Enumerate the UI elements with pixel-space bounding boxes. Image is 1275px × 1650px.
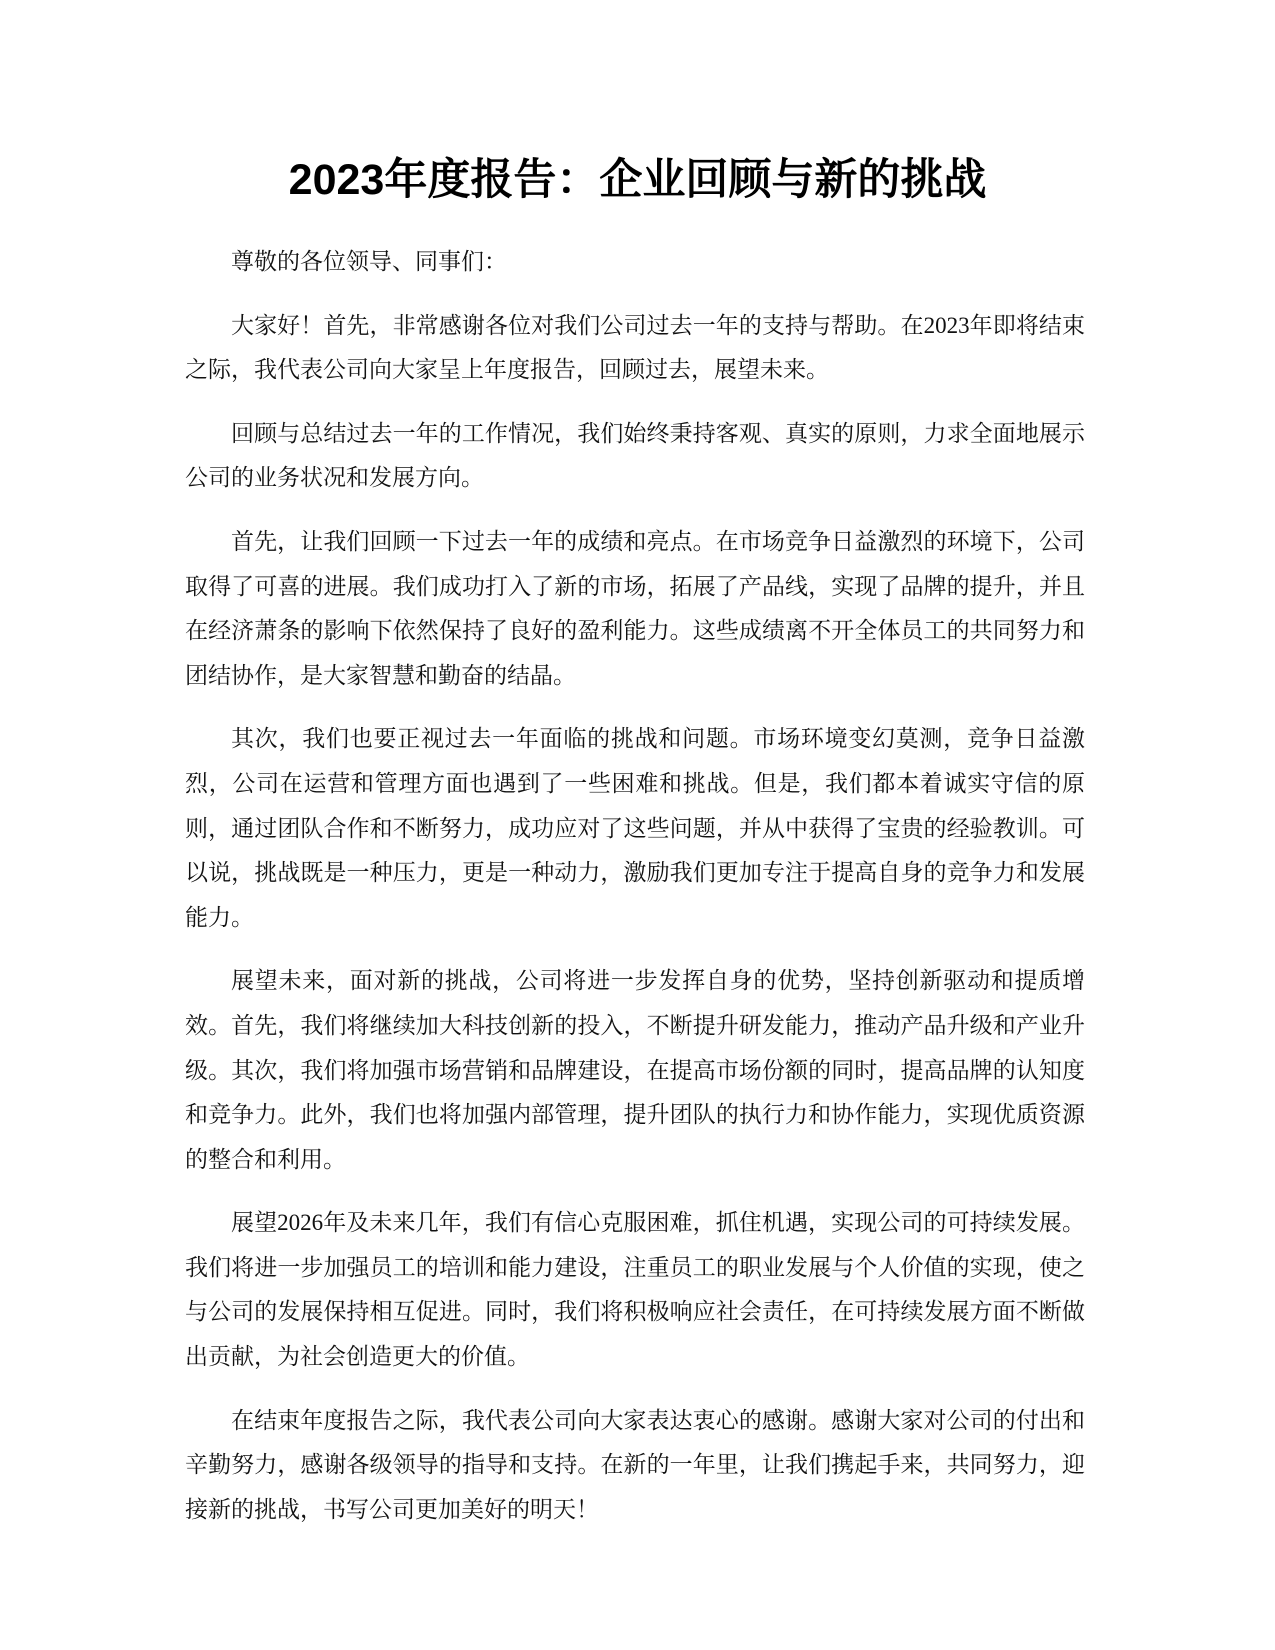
- paragraph-challenges: 其次，我们也要正视过去一年面临的挑战和问题。市场环境变幻莫测，竞争日益激烈，公司在运营和管理方面也遇到了一些困难和挑战。但是，我们都本着诚实守信的原则，通过团队合作和不断努力，成功应对了这些问题，并从中获得了宝贵的经验教训。可以说，挑战既是一种压力，更是一种动力，激励我们更加专注于提高自身的竞争力和发展能力。: [185, 726, 1085, 930]
- paragraph-review-principle: 回顾与总结过去一年的工作情况，我们始终秉持客观、真实的原则，力求全面地展示公司的业务状况和发展方向。: [185, 420, 1085, 491]
- paragraph-achievements: 首先，让我们回顾一下过去一年的成绩和亮点。在市场竞争日益激烈的环境下，公司取得了可喜的进展。我们成功打入了新的市场，拓展了产品线，实现了品牌的提升，并且在经济萧条的影响下依然保持了良好的盈利能力。这些成绩离不开全体员工的共同努力和团结协作，是大家智慧和勤奋的结晶。: [185, 528, 1085, 688]
- document-title: 2023年度报告：企业回顾与新的挑战: [288, 156, 987, 204]
- paragraph-future-years: 展望2026年及未来几年，我们有信心克服困难，抓住机遇，实现公司的可持续发展。我们将进一步加强员工的培训和能力建设，注重员工的职业发展与个人价值的实现，使之与公司的发展保持相互促进。同时，我们将积极响应社会责任，在可持续发展方面不断做出贡献，为社会创造更大的价值。: [185, 1210, 1085, 1370]
- document-body: [185, 240, 1085, 1551]
- paragraph-outlook: 展望未来，面对新的挑战，公司将进一步发挥自身的优势，坚持创新驱动和提质增效。首先，我们将继续加大科技创新的投入，不断提升研发能力，推动产品升级和产业升级。其次，我们将加强市场营销和品牌建设，在提高市场份额的同时，提高品牌的认知度和竞争力。此外，我们也将加强内部管理，提升团队的执行力和协作能力，实现优质资源的整合和利用。: [185, 968, 1085, 1172]
- paragraph-greeting: 大家好！首先，非常感谢各位对我们公司过去一年的支持与帮助。在2023年即将结束之际，我代表公司向大家呈上年度报告，回顾过去，展望未来。: [185, 312, 1085, 383]
- paragraph-closing: 在结束年度报告之际，我代表公司向大家表达衷心的感谢。感谢大家对公司的付出和辛勤努力，感谢各级领导的指导和支持。在新的一年里，让我们携起手来，共同努力，迎接新的挑战，书写公司更加美好的明天！: [185, 1407, 1085, 1522]
- paragraph-salutation: 尊敬的各位领导、同事们：: [231, 249, 507, 274]
